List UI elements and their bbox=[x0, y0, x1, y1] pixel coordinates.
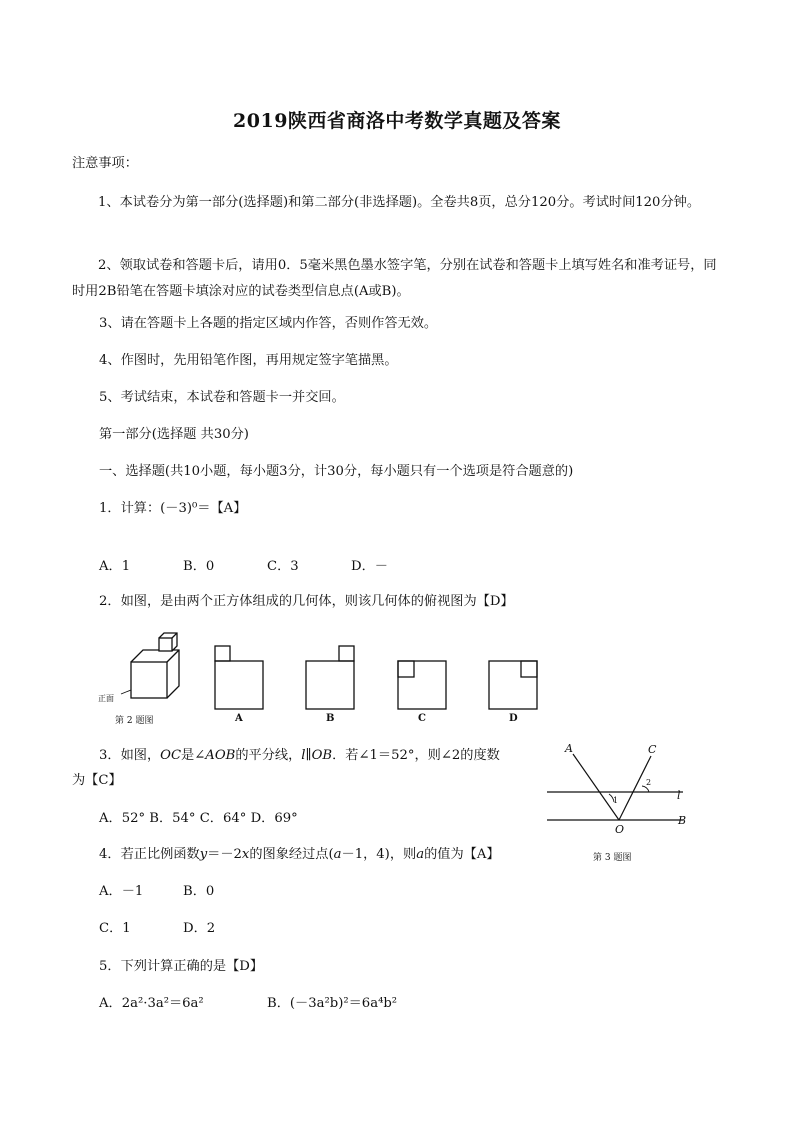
notice-item-1: 1、本试卷分为第一部分(选择题)和第二部分(非选择题)。全卷共8页，总分120分。考试时间120分钟。 bbox=[98, 195, 701, 210]
notice-item-2: 2、领取试卷和答题卡后，请用0．5毫米黑色墨水签字笔，分别在试卷和答题卡上填写姓名和准考证号，同时用2B铅笔在答题卡填涂对应的试卷类型信息点(A或B)。 bbox=[72, 258, 717, 299]
q1-option-b: B．0 bbox=[183, 559, 215, 574]
q4-stem: 4．若正比例函数y＝－2x的图象经过点(a－1，4)，则a的值为【A】 bbox=[99, 847, 500, 862]
q2-option-b-label: B bbox=[326, 713, 335, 724]
q3-caption: 第 3 题图 bbox=[593, 853, 632, 863]
q2-figure bbox=[95, 628, 555, 728]
q2-option-c-shape bbox=[398, 661, 446, 709]
q2-front-label: 正面 bbox=[98, 694, 114, 703]
q3-label-l: l bbox=[677, 789, 681, 802]
q1-option-c: C．3 bbox=[267, 559, 299, 574]
q2-option-a-label: A bbox=[235, 713, 243, 724]
q3-label-o: O bbox=[615, 823, 625, 836]
notice-item-3: 3、请在答题卡上各题的指定区域内作答，否则作答无效。 bbox=[99, 316, 438, 331]
q3-label-a: A bbox=[565, 742, 573, 755]
q2-option-c-label: C bbox=[418, 713, 426, 724]
q3-options: A．52° B．54° C．64° D．69° bbox=[99, 811, 298, 826]
section-heading: 一、选择题(共10小题，每小题3分，计30分，每小题只有一个选项是符合题意的) bbox=[99, 464, 574, 479]
q5-option-a: A．2a²·3a²＝6a² bbox=[99, 996, 204, 1011]
q3-angle-2: 2 bbox=[646, 778, 652, 787]
page-title: 2019陕西省商洛中考数学真题及答案 bbox=[233, 110, 561, 132]
notice-heading: 注意事项： bbox=[72, 156, 138, 171]
q1-option-a: A．1 bbox=[99, 559, 131, 574]
notice-item-4: 4、作图时，先用铅笔作图，再用规定签字笔描黑。 bbox=[99, 353, 398, 368]
q4-option-d: D．2 bbox=[183, 921, 216, 936]
q4-option-b: B．0 bbox=[183, 884, 215, 899]
part1-heading: 第一部分(选择题 共30分) bbox=[99, 427, 249, 442]
q1-option-d: D．－ bbox=[351, 559, 388, 574]
q2-option-b-shape bbox=[306, 646, 354, 709]
q3-label-b: B bbox=[678, 814, 687, 827]
q3-angle-1: 1 bbox=[613, 796, 619, 805]
q5-option-b: B．(－3a²b)²＝6a⁴b² bbox=[267, 996, 398, 1011]
q3-figure bbox=[535, 742, 705, 867]
q1-stem: 1．计算：(－3)⁰＝【A】 bbox=[99, 501, 247, 516]
q4-option-c: C．1 bbox=[99, 921, 131, 936]
q2-3d-view bbox=[121, 633, 179, 698]
q4-option-a: A．－1 bbox=[99, 884, 144, 899]
q2-caption: 第 2 题图 bbox=[115, 716, 154, 726]
q3-label-c: C bbox=[648, 743, 657, 756]
q3-ray-oa bbox=[573, 754, 619, 820]
q2-option-d-shape bbox=[489, 661, 537, 709]
q3-stem-line2: 为【C】 bbox=[72, 773, 122, 788]
q2-option-a-shape bbox=[215, 646, 263, 709]
q3-stem: 3．如图，OC是∠AOB的平分线，l∥OB．若∠1＝52°，则∠2的度数 bbox=[99, 748, 500, 763]
q5-stem: 5．下列计算正确的是【D】 bbox=[99, 959, 264, 974]
q2-stem: 2．如图，是由两个正方体组成的几何体，则该几何体的俯视图为【D】 bbox=[99, 594, 514, 609]
q2-option-d-label: D bbox=[509, 713, 518, 724]
notice-item-5: 5、考试结束，本试卷和答题卡一并交回。 bbox=[99, 390, 345, 405]
